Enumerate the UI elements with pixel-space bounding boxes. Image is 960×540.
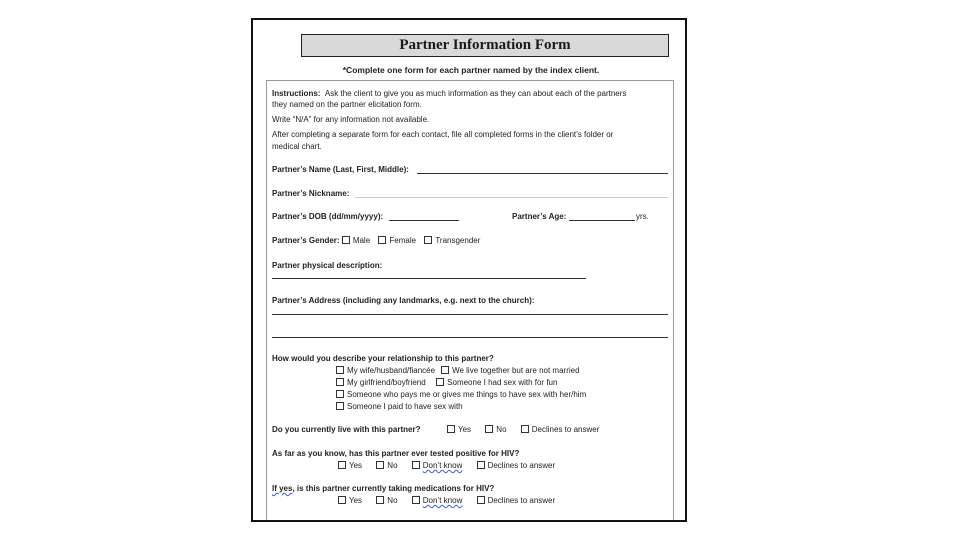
checkbox-icon — [485, 425, 493, 433]
gender-option-transgender[interactable]: Transgender — [424, 236, 480, 246]
checkbox-icon — [477, 496, 485, 504]
relationship-row-2 — [336, 378, 557, 388]
name-field[interactable] — [417, 173, 668, 174]
hiv-options — [338, 461, 561, 471]
relationship-option-paid[interactable]: Someone I paid to have sex with — [336, 402, 463, 412]
meds-question — [272, 484, 494, 494]
description-field[interactable] — [272, 278, 586, 279]
checkbox-icon — [378, 236, 386, 244]
checkbox-icon — [424, 236, 432, 244]
gender-row — [272, 236, 486, 246]
hiv-option-dont-know[interactable]: Don’t know — [412, 461, 463, 471]
instructions-line-4: After completing a separate form for each contact, file all completed forms in the client’s folder or — [272, 130, 614, 139]
dob-field[interactable] — [389, 220, 459, 221]
relationship-option-fun[interactable]: Someone I had sex with for fun — [436, 378, 557, 387]
meds-option-declines[interactable]: Declines to answer — [477, 496, 556, 506]
checkbox-icon — [342, 236, 350, 244]
name-label: Partner’s Name (Last, First, Middle): — [272, 165, 409, 174]
nickname-label: Partner’s Nickname: — [272, 189, 350, 198]
checkbox-icon — [336, 390, 344, 398]
hiv-option-yes[interactable]: Yes — [338, 461, 362, 471]
meds-question-text: , is this partner currently taking medications for HIV? — [292, 484, 495, 493]
checkbox-icon — [412, 496, 420, 504]
relationship-option-paid-by[interactable]: Someone who pays me or gives me things to have sex with her/him — [336, 390, 586, 400]
gender-option-female[interactable]: Female — [378, 236, 416, 246]
meds-option-dont-know[interactable]: Don’t know — [412, 496, 463, 506]
live-option-no[interactable]: No — [485, 425, 506, 435]
relationship-option-cohabit[interactable]: We live together but are not married — [441, 366, 579, 375]
checkbox-icon — [338, 461, 346, 469]
instructions-label: Instructions: — [272, 89, 321, 98]
checkbox-icon — [336, 402, 344, 410]
nickname-field[interactable] — [355, 197, 668, 198]
meds-options — [338, 496, 561, 506]
checkbox-icon — [412, 461, 420, 469]
address-label: Partner’s Address (including any landmarks, e.g. next to the church): — [272, 296, 535, 305]
hiv-question: As far as you know, has this partner ever tested positive for HIV? — [272, 449, 520, 458]
relationship-option-spouse[interactable]: My wife/husband/fiancée — [336, 366, 435, 376]
address-field-line-2[interactable] — [272, 337, 668, 338]
checkbox-icon — [447, 425, 455, 433]
checkbox-icon — [436, 378, 444, 386]
instructions-line-2: they named on the partner elicitation form. — [272, 100, 422, 109]
checkbox-icon — [441, 366, 449, 374]
hiv-option-declines[interactable]: Declines to answer — [477, 461, 556, 471]
form-subtitle: *Complete one form for each partner named by the index client. — [342, 65, 600, 75]
relationship-row-1 — [336, 366, 580, 376]
live-question: Do you currently live with this partner? — [272, 425, 421, 434]
checkbox-icon — [521, 425, 529, 433]
form-title: Partner Information Form — [301, 34, 669, 57]
instructions-text-1: Ask the client to give you as much information as they can about each of the partners — [324, 89, 627, 98]
description-label: Partner physical description: — [272, 261, 383, 270]
relationship-option-girlfriend[interactable]: My girlfriend/boyfriend — [336, 378, 426, 388]
instructions-line-5: medical chart. — [272, 142, 322, 151]
meds-option-yes[interactable]: Yes — [338, 496, 362, 506]
instructions-line-3: Write “N/A” for any information not available. — [272, 115, 430, 124]
checkbox-icon — [376, 461, 384, 469]
live-options — [447, 425, 605, 435]
relationship-question: How would you describe your relationship to this partner? — [272, 354, 494, 363]
form-page — [251, 18, 687, 522]
address-field-line-1[interactable] — [272, 314, 668, 315]
age-field[interactable] — [569, 220, 635, 221]
checkbox-icon — [376, 496, 384, 504]
live-option-declines[interactable]: Declines to answer — [521, 425, 600, 435]
checkbox-icon — [336, 366, 344, 374]
hiv-option-no[interactable]: No — [376, 461, 397, 471]
form-body — [266, 80, 674, 520]
meds-option-no[interactable]: No — [376, 496, 397, 506]
dob-label: Partner’s DOB (dd/mm/yyyy): — [272, 212, 384, 221]
age-label: Partner’s Age: — [512, 212, 567, 221]
checkbox-icon — [477, 461, 485, 469]
checkbox-icon — [338, 496, 346, 504]
live-option-yes[interactable]: Yes — [447, 425, 471, 435]
gender-label: Partner’s Gender: — [272, 236, 340, 245]
instructions-line-1 — [272, 89, 626, 99]
gender-option-male[interactable]: Male — [342, 236, 370, 246]
checkbox-icon — [336, 378, 344, 386]
meds-prefix: If yes — [272, 484, 293, 493]
age-unit: yrs. — [636, 212, 649, 221]
